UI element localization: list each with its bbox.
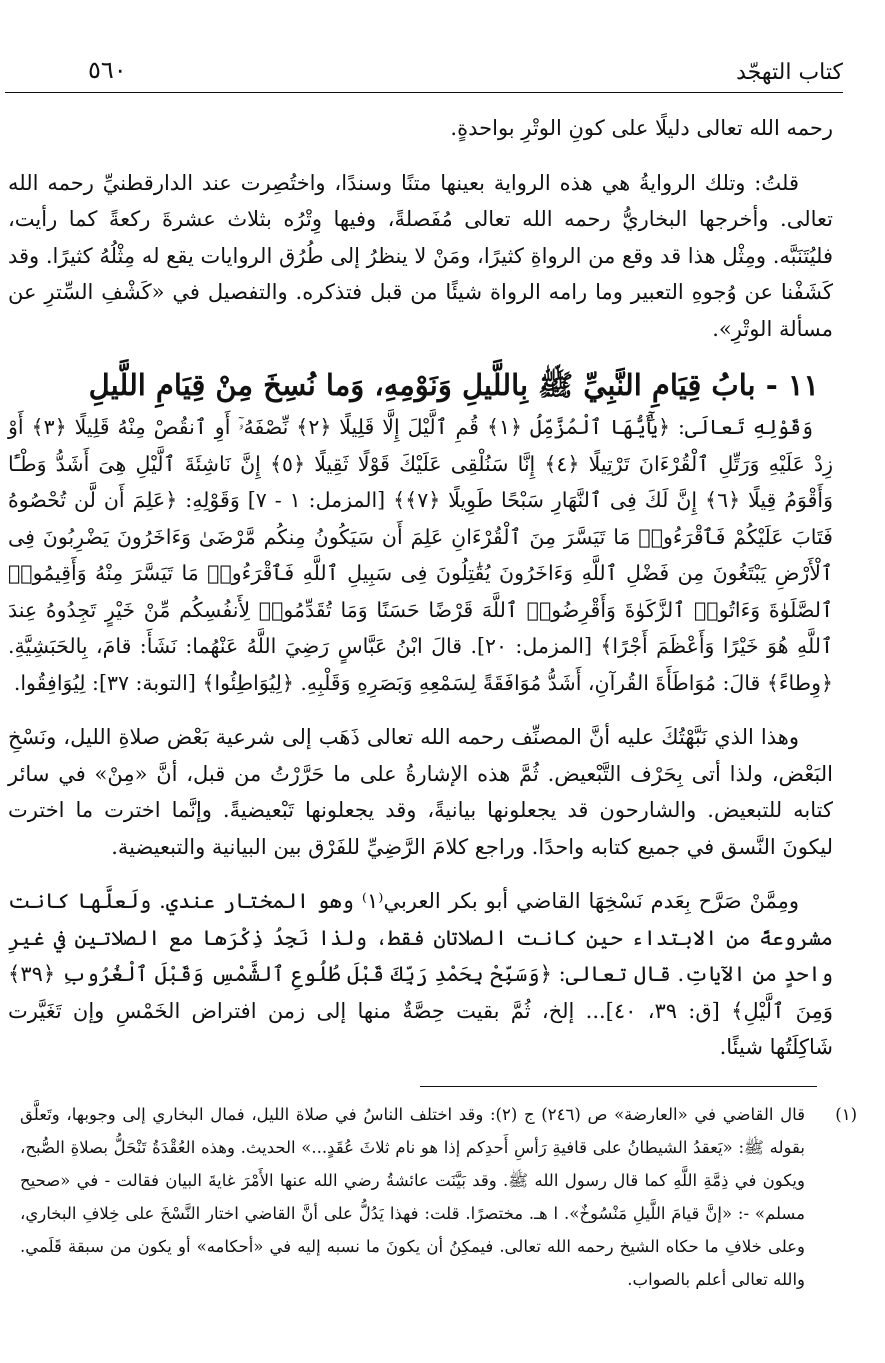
paragraph-1: رحمه الله تعالى دليلًا على كونِ الوتْرِ بواحدةٍ. — [450, 116, 833, 140]
quran-verses: وَقَوْلِهِ تَعالَى: ﴿يَٰٓأَيُّهَا ٱلْمُزَّمِّلُ ﴿١﴾ قُمِ ٱلَّيْلَ إِلَّا قَلِيلًا ﴿٢﴾ نِّصْفَهُۥٓ أَوِ ٱنقُصْ مِنْهُ قَلِيلًا ﴿٣﴾ أَوْ زِدْ عَلَيْهِ وَرَتِّلِ ٱلْقُرْءَانَ تَرْتِيلًا ﴿٤﴾ إِنَّا سَنُلْقِى عَلَيْكَ قَوْلًا ثَقِيلًا ﴿٥﴾ إِنَّ نَاشِئَةَ ٱلَّيْلِ هِىَ أَشَدُّ وَطْـًٔا وَأَقْوَمُ قِيلًا ﴿٦﴾ إِنَّ لَكَ فِى ٱلنَّهَارِ سَبْحًا طَوِيلًا ﴿٧﴾﴾ [المزمل: ١ - ٧] وَقَوْلِهِ: ﴿عَلِمَ أَن لَّن تُحْصُوهُ فَتَابَ عَلَيْكُمْ فَٱقْرَءُوا۟ مَا تَيَسَّرَ مِنَ ٱلْقُرْءَانِ عَلِمَ أَن سَيَكُونُ مِنكُم مَّرْضَىٰ وَءَاخَرُونَ يَضْرِبُونَ فِى ٱلْأَرْضِ يَبْتَغُونَ مِن فَضْلِ ٱللَّهِ وَءَاخَرُونَ يُقَٰتِلُونَ فِى سَبِيلِ ٱللَّهِ فَٱقْرَءُوا۟ مَا تَيَسَّرَ مِنْهُ وَأَقِيمُوا۟ ٱلصَّلَوٰةَ وَءَاتُوا۟ ٱلزَّكَوٰةَ وَأَقْرِضُوا۟ ٱللَّهَ قَرْضًا حَسَنًا وَمَا تُقَدِّمُوا۟ لِأَنفُسِكُم مِّنْ خَيْرٍ تَجِدُوهُ عِندَ ٱللَّهِ هُوَ خَيْرًا وَأَعْظَمَ أَجْرًا﴾ [المزمل: ٢٠]. قالَ ابْنُ عَبَّاسٍ رَضِيَ اللَّهُ عَنْهُما: نَشَأَ: قامَ، بِالحَبَشِيَّةِ. ﴿وِطاءً﴾ قالَ: مُوَاطَأَةَ القُرآنِ، أَشَدُّ مُوَافَقَةً لِسَمْعِهِ وَبَصَرِهِ وَقَلْبِهِ. ﴿لِيُوَاطِئُوا﴾ [التوبة: ٣٧]: لِيُوَافِقُوا. — [8, 415, 833, 695]
header-divider — [5, 92, 843, 93]
footnote-divider — [420, 1086, 817, 1087]
main-text — [8, 110, 833, 1084]
page-header — [0, 48, 885, 96]
paragraph-4: ومِمَّنْ صَرَّح بِعَدم نَسْخِهَا القاضي أبو بكر العربي⁽١⁾ وهو المختار عندي. ولَعلَّها كانت مشروعةً من الابتداء حين كانت الصلاتان فقط، ولذا نَجِدُ ذِكْرَها مع الصلاتين في غيرِ واحدٍ من الآياتِ. قال تعالى: ﴿وَسَبِّحْ بِحَمْدِ رَبِّكَ قَبْلَ طُلُوعِ ٱلشَّمْسِ وَقَبْلَ ٱلْغُرُوبِ ﴿٣٩﴾ وَمِنَ ٱلَّيْلِ﴾ [ق: ٣٩، ٤٠]... إلخ، ثُمَّ بقيت حِصَّةٌ منها إلى زمن افتراض الخَمْسِ وإن تَغَيَّرت شَاكِلَتُها شيئًا. — [8, 889, 834, 1059]
page-number: ٥٦٠ — [88, 56, 127, 84]
paragraph-3: وهذا الذي نَبَّهْتُكَ عليه أنَّ المصنِّف رحمه الله تعالى ذَهَب إلى شرعية بَعْض صلاةِ الليل، ونَسْخِ البَعْض، ولذا أتى بِحَرْف التَّبْعيض. ثُمَّ هذه الإشارةُ على ما حَرَّرْتُ من قبل، أنَّ «مِنْ» في سائر كتابه للتبعيض. والشارحون قد يجعلونها بيانيةً، وقد يجعلونها تَبْعيضيةً. وإنَّما اخترت ما اخترت ليكونَ النَّسق في جميع كتابه واحدًا. وراجع كلامَ الرَّضِيِّ للفَرْق بين البيانية والتبعيضية. — [8, 725, 833, 859]
book-title: كتاب التهجّد — [736, 60, 843, 85]
chapter-heading: ١١ - بابُ قِيَامِ النَّبِيِّ ﷺ بِاللَّيلِ وَنَوْمِهِ، وَما نُسِخَ مِنْ قِيَامِ اللَّيلِ — [88, 368, 819, 402]
footnotes — [20, 1098, 857, 1296]
paragraph-2: قلتُ: وتلك الروايةُ هي هذه الرواية بعينها متنًا وسندًا، واختُصِرت عند الدارقطنيِّ رحمه الله تعالى. وأخرجها البخاريُّ رحمه الله تعالى مُفَصلةً، وفيها وِتْرُه بثلاث عشرةَ ركعةً كما رأيت، فليُتَنَبَّه. ومِثْل هذا قد وقع من الرواةِ كثيرًا، ومَنْ لا ينظرُ إلى طُرُق الروايات يقع له مِثْلُهُ كثيرًا. وقد كَشَفْنا عن وُجوهِ التعبير وما رامه الرواة شيئًا من قبل فتذكره. والتفصيل في «كَشْفِ السِّترِ عن مسألة الوتْرِ». — [8, 170, 833, 341]
footnote-number: (١) — [835, 1105, 857, 1124]
footnote-text: قال القاضي في «العارضة» ص (٢٤٦) ج (٢): وقد اختلف الناسُ في صلاة الليل، فمال البخاري إلى وجوبها، وتَعلَّق بقوله ﷺ: «يَعقدُ الشيطانُ على قافيةِ رَأسِ أَحدِكم إذا هو نام ثلاثَ عُقَدٍ...» الحديث. وهذه العُقْدَةُ تَنْحَلُّ بصلاةِ الصُّبح، ويكون في ذِمَّةِ اللَّهِ كما قال رسول الله ﷺ. وقد بَيَّنَت عائشةُ رضي الله عنها الأَمْرَ غايةَ البيان فقالت - في «صحيح مسلم» -: «إنَّ قيامَ اللَّيلِ مَنْسُوخٌ». ا هـ. مختصرًا. قلت: فهذا يَدُلُّ على أنَّ القاضي اختار النَّسْخَ على خِلافِ البخاري، وعلى خلافِ ما حكاه الشيخ رحمه الله تعالى. فيمكِنُ أن يكونَ ما نسبه إليه في «أحكامه» أو يكون من سبقة قَلَمي. والله تعالى أعلم بالصواب. — [20, 1105, 806, 1289]
